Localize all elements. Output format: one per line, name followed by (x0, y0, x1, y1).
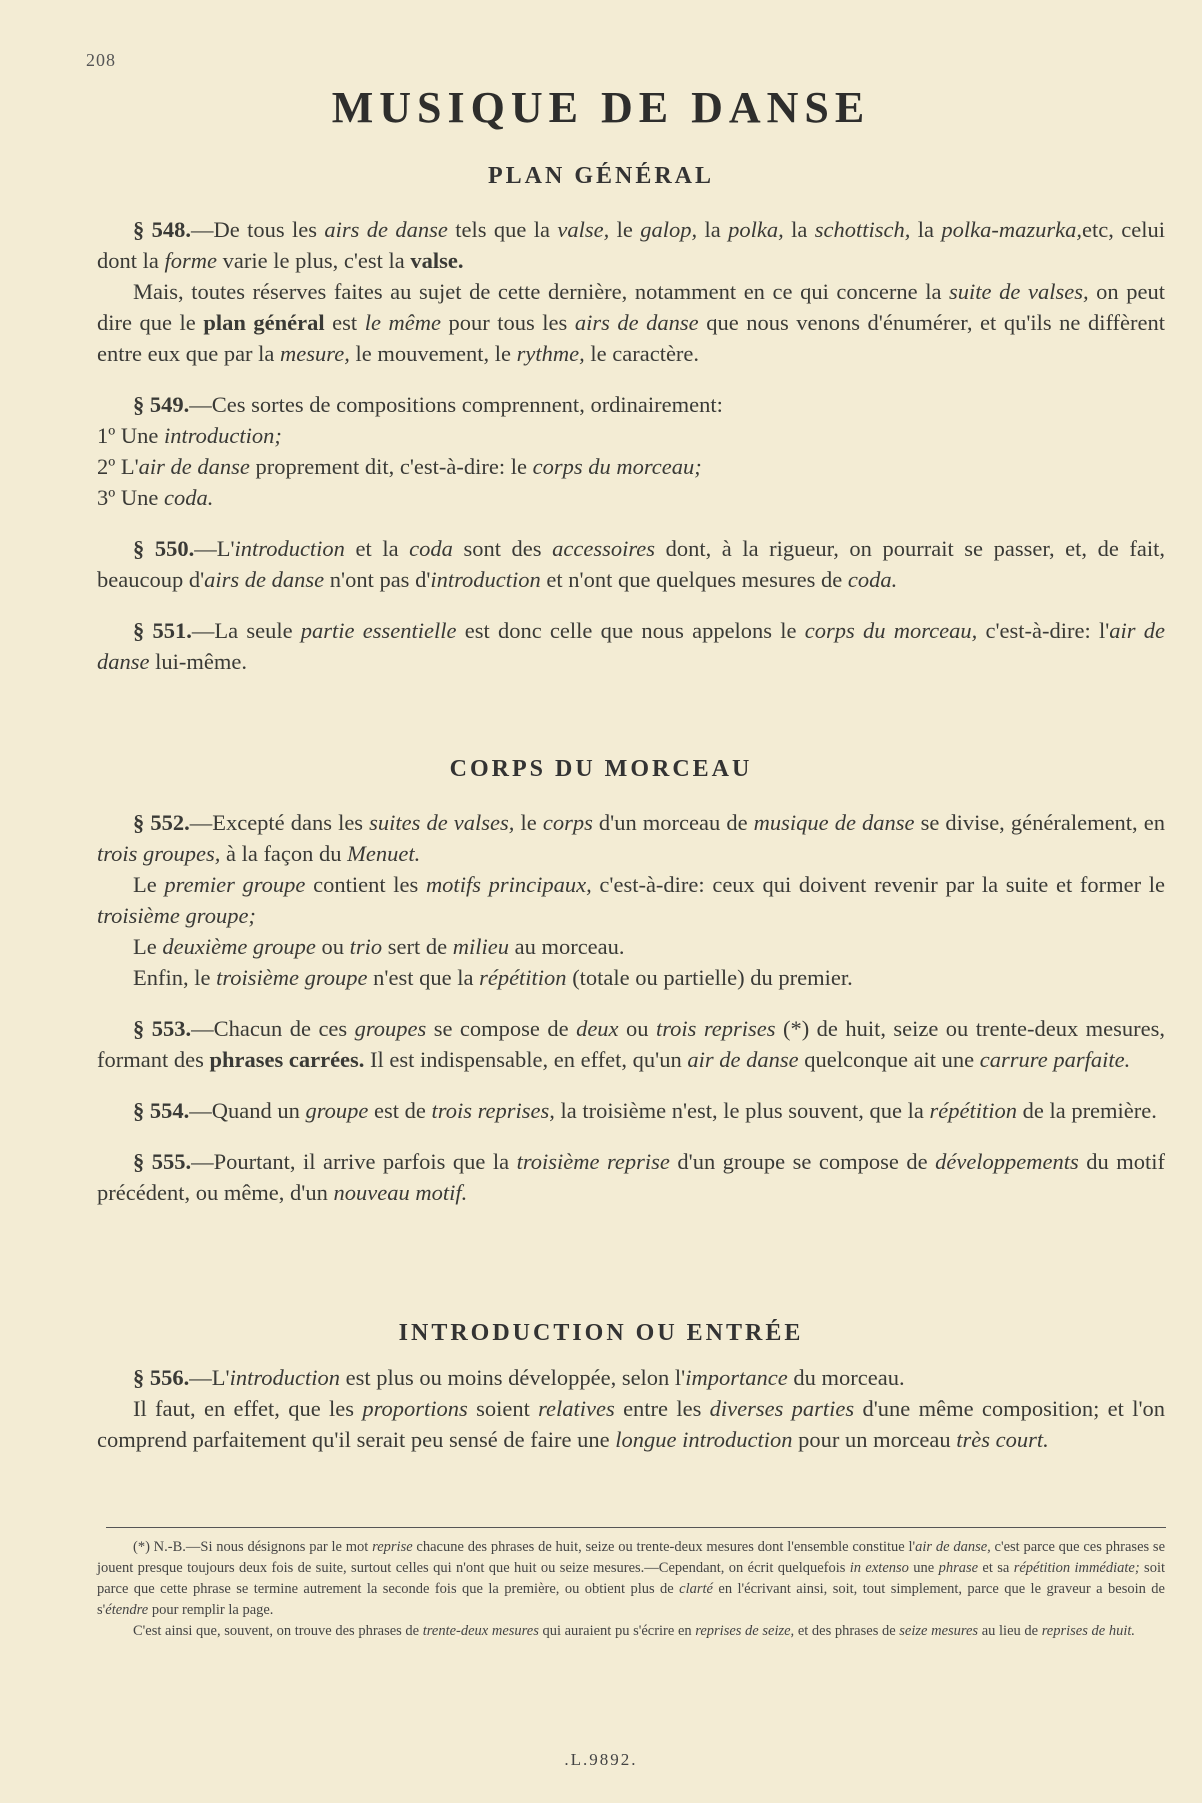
paragraph-552-premier-groupe: Le premier groupe contient les motifs principaux, c'est-à-dire: ceux qui doivent revenir par la suite et former le troisième groupe; (97, 872, 1166, 928)
paragraph-548-continued: Mais, toutes réserves faites au sujet de cette dernière, notamment en ce qui concerne la suite de valses, on peut dire que le plan général est le même pour tous les airs de danse que nous venons d'énumérer, et qu'ils ne diffèrent entre eux que par la mesure, le mouvement, le rythme, le caractère. (97, 279, 1165, 366)
paragraph-552-troisieme-groupe: Enfin, le troisième groupe n'est que la répétition (totale ou partielle) du premier. (133, 965, 853, 990)
footnote-paragraph: (*) N.-B.—Si nous désignons par le mot reprise chacune des phrases de huit, seize ou trente-deux mesures dont l'ensemble constitue l'air de danse, c'est parce que ces phrases se jouent presque toujours deux fois de suite, surtout celles qui n'ont que huit ou seize mesures.—Cependant, on écrit quelquefois in extenso une phrase et sa répétition immédiate; soit parce que cette phrase se termine autrement la seconde fois que la première, ou obtient plus de clarté en l'écrivant ainsi, soit, tout simplement, parce que le graveur a besoin de s'étendre pour remplir la page. (97, 1539, 1166, 1618)
paragraph-555: § 555.—Pourtant, il arrive parfois que la troisième reprise d'un groupe se compose de développements du motif précédent, ou même, d'un nouveau motif. (97, 1149, 1166, 1205)
paragraph-548: § 548.—De tous les airs de danse tels que la valse, le galop, la polka, la schottisch, la polka-mazurka,etc, celui dont la forme varie le plus, c'est la valse. (97, 217, 1165, 273)
list-item: 3º Une coda. (97, 485, 214, 510)
paragraph-553: § 553.—Chacun de ces groupes se compose de deux ou trois reprises (*) de huit, seize ou trente-deux mesures, formant des phrases carrées. Il est indispensable, en effet, qu'un air de danse quelconque ait une carrure parfaite. (97, 1016, 1166, 1072)
page-title: MUSIQUE DE DANSE (331, 83, 871, 132)
list-item: 1º Une introduction; (97, 423, 282, 448)
heading-corps-du-morceau: CORPS DU MORCEAU (449, 756, 753, 782)
paragraph-549: § 549.—Ces sortes de compositions comprennent, ordinairement: (133, 392, 723, 417)
paragraph-552: § 552.—Excepté dans les suites de valses, le corps d'un morceau de musique de danse se divise, généralement, en trois groupes, à la façon du Menuet. (97, 810, 1166, 866)
section-introduction (97, 1362, 1165, 1455)
section-corps-du-morceau (97, 807, 1165, 1208)
footnote-divider (106, 1527, 1166, 1528)
section-plan-general (97, 214, 1165, 677)
footnote-paragraph: C'est ainsi que, souvent, on trouve des phrases de trente-deux mesures qui auraient pu s'écrire en reprises de seize, et des phrases de seize mesures au lieu de reprises de huit. (133, 1623, 1136, 1639)
paragraph-552-deuxieme-groupe: Le deuxième groupe ou trio sert de milieu au morceau. (133, 934, 625, 959)
paragraph-550: § 550.—L'introduction et la coda sont des accessoires dont, à la rigueur, on pourrait se passer, et, de fait, beaucoup d'airs de danse n'ont pas d'introduction et n'ont que quelques mesures de coda. (97, 536, 1166, 592)
list-item: 2º L'air de danse proprement dit, c'est-à-dire: le corps du morceau; (97, 454, 702, 479)
paragraph-556-continued: Il faut, en effet, que les proportions soient relatives entre les diverses parties d'une même composition; et l'on comprend parfaitement qu'il serait peu sensé de faire une longue introduction pour un morceau très court. (97, 1396, 1166, 1452)
paragraph-554: § 554.—Quand un groupe est de trois reprises, la troisième n'est, le plus souvent, que la répétition de la première. (133, 1098, 1157, 1123)
footnote (97, 1537, 1165, 1642)
heading-introduction-ou-entree: INTRODUCTION OU ENTRÉE (398, 1320, 804, 1346)
paragraph-556: § 556.—L'introduction est plus ou moins développée, selon l'importance du morceau. (133, 1365, 905, 1390)
plate-number: .L.9892. (564, 1750, 638, 1769)
page-number: 208 (86, 50, 116, 70)
paragraph-551: § 551.—La seule partie essentielle est donc celle que nous appelons le corps du morceau, c'est-à-dire: l'air de danse lui-même. (97, 618, 1165, 674)
heading-plan-general: PLAN GÉNÉRAL (487, 163, 715, 189)
